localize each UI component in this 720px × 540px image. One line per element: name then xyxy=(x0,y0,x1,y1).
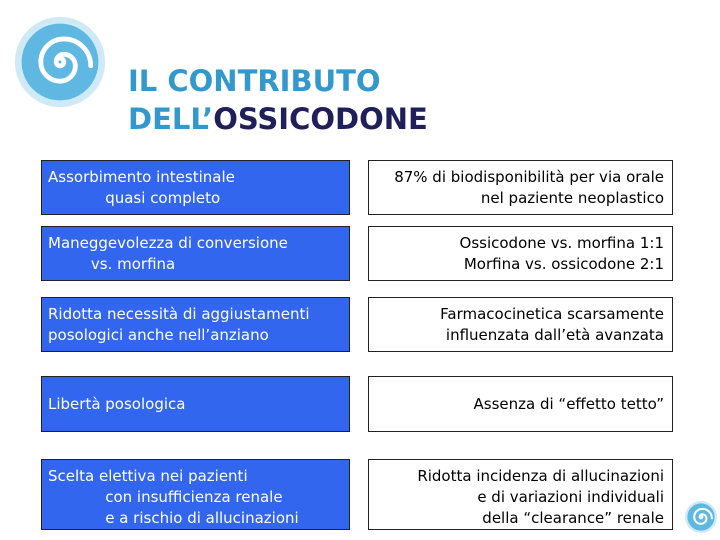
right-box-5 xyxy=(368,459,673,530)
right-box-1 xyxy=(368,160,673,215)
title-line-1: IL CONTRIBUTO xyxy=(128,64,381,98)
right-box-2-line-1: Ossicodone vs. morfina 1:1 xyxy=(459,234,664,252)
title-line-2-main: OSSICODONE xyxy=(213,102,428,136)
left-box-2 xyxy=(41,226,350,281)
left-box-1-line-1: Assorbimento intestinale xyxy=(48,168,235,186)
right-box-5-line-3: della “clearance” renale xyxy=(482,509,664,527)
right-box-5-line-2: e di variazioni individuali xyxy=(477,488,664,506)
right-box-1-line-1: 87% di biodisponibilità per via orale xyxy=(394,168,664,186)
small-spiral-logo-icon xyxy=(684,500,718,534)
left-box-1-line-2: quasi completo xyxy=(48,189,221,207)
left-box-3 xyxy=(41,297,350,352)
right-box-3-line-2: influenzata dall’età avanzata xyxy=(445,326,664,344)
page-title xyxy=(128,62,428,138)
left-box-3-line-1: Ridotta necessità di aggiustamenti xyxy=(48,305,310,323)
left-box-1 xyxy=(41,160,350,215)
left-box-2-line-1: Maneggevolezza di conversione xyxy=(48,234,288,252)
right-box-5-line-1: Ridotta incidenza di allucinazioni xyxy=(417,467,664,485)
right-box-4-line-1: Assenza di “effetto tetto” xyxy=(473,394,664,413)
right-box-3 xyxy=(368,297,673,352)
left-box-5-line-2: con insufficienza renale xyxy=(48,488,283,506)
right-box-2 xyxy=(368,226,673,281)
right-box-4 xyxy=(368,376,673,432)
left-box-4-line-1: Libertà posologica xyxy=(48,394,186,413)
left-box-5-line-3: e a rischio di allucinazioni xyxy=(48,509,299,527)
left-box-2-line-2: vs. morfina xyxy=(48,255,176,273)
left-box-5-line-1: Scelta elettiva nei pazienti xyxy=(48,467,248,485)
title-line-2 xyxy=(128,100,428,138)
left-box-5 xyxy=(41,459,350,530)
left-box-4 xyxy=(41,376,350,432)
title-line-2-prefix: DELL’ xyxy=(128,102,214,136)
right-box-1-line-2: nel paziente neoplastico xyxy=(480,189,664,207)
spiral-logo-icon xyxy=(12,14,108,110)
right-box-2-line-2: Morfina vs. ossicodone 2:1 xyxy=(463,255,664,273)
left-box-3-line-2: posologici anche nell’anziano xyxy=(48,326,269,344)
right-box-3-line-1: Farmacocinetica scarsamente xyxy=(440,305,664,323)
